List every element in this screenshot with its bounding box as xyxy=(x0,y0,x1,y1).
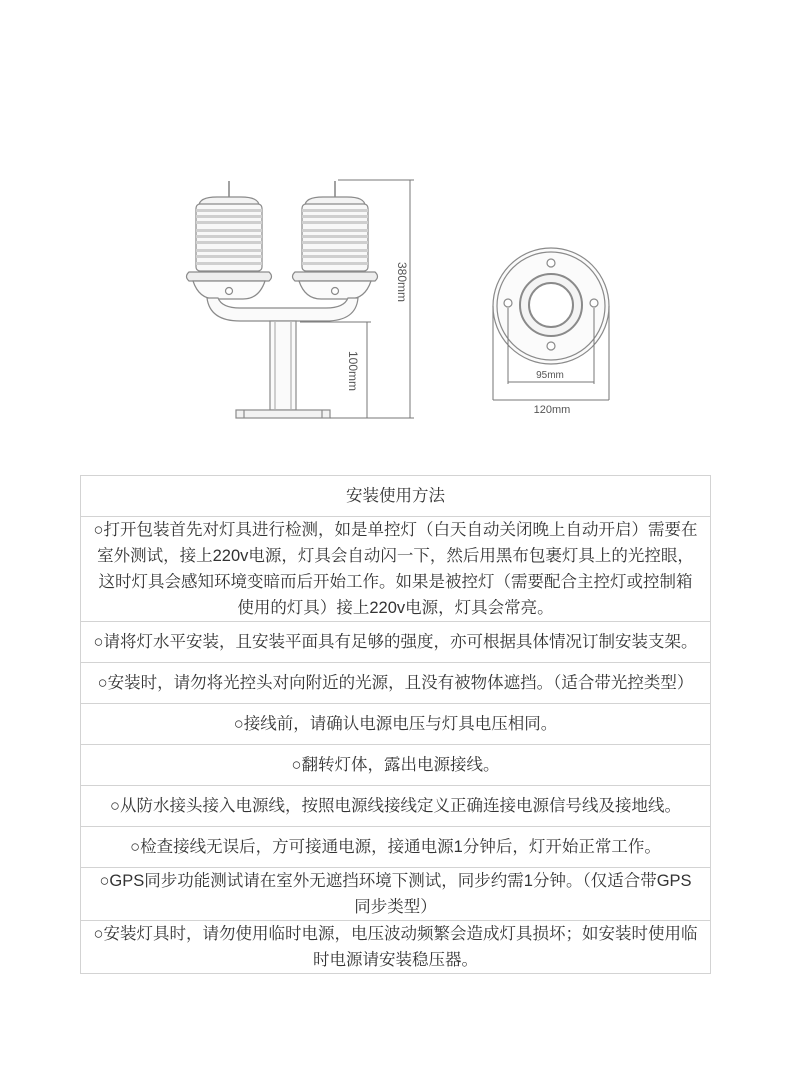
mounting-hole-right xyxy=(590,299,598,307)
table-row xyxy=(81,745,711,786)
mounting-hole-top xyxy=(547,259,555,267)
cable-gland xyxy=(332,288,339,295)
table-row xyxy=(81,868,711,921)
mounting-hole-bottom xyxy=(547,342,555,350)
instruction-cell: ○翻转灯体，露出电源接线。 xyxy=(81,745,711,786)
base-width-label: 120mm xyxy=(533,404,571,416)
pole-dimension-label: 100mm xyxy=(346,350,360,392)
lamp-flange xyxy=(187,272,272,281)
base-plate xyxy=(236,410,330,418)
right-lamp-head xyxy=(293,181,378,299)
lamp-flange xyxy=(293,272,378,281)
table-row xyxy=(81,622,711,663)
table-header-row xyxy=(81,476,711,517)
table-row xyxy=(81,517,711,622)
instruction-cell: ○安装时，请勿将光控头对向附近的光源，且没有被物体遮挡。（适合带光控类型） xyxy=(81,663,711,704)
instruction-cell: ○检查接线无误后，方可接通电源，接通电源1分钟后，灯开始正常工作。 xyxy=(81,827,711,868)
left-lamp-head xyxy=(187,181,272,299)
instruction-cell: ○安装灯具时，请勿使用临时电源，电压波动频繁会造成灯具损坏；如安装时使用临时电源请安装稳压器。 xyxy=(81,921,711,974)
instruction-cell: ○GPS同步功能测试请在室外无遮挡环境下测试，同步约需1分钟。（仅适合带GPS同步类型） xyxy=(81,868,711,921)
table-row xyxy=(81,921,711,974)
product-dimension-drawing xyxy=(0,0,790,440)
instruction-cell: ○接线前，请确认电源电压与灯具电压相同。 xyxy=(81,704,711,745)
table-row xyxy=(81,786,711,827)
table-title: 安装使用方法 xyxy=(81,476,711,517)
cable-gland xyxy=(226,288,233,295)
mounting-hole-left xyxy=(504,299,512,307)
instruction-cell: ○从防水接头接入电源线，按照电源线接线定义正确连接电源信号线及接地线。 xyxy=(81,786,711,827)
table-row xyxy=(81,827,711,868)
installation-instructions-table xyxy=(80,475,711,974)
lens-fins xyxy=(196,209,262,265)
table-row xyxy=(81,704,711,745)
instruction-cell: ○打开包装首先对灯具进行检测，如是单控灯（白天自动关闭晚上自动开启）需要在室外测试，接上220v电源，灯具会自动闪一下，然后用黑布包裹灯具上的光控眼，这时灯具会感知环境变暗而后开始工作。如果是被控灯（需要配合主控灯或控制箱使用的灯具）接上220v电源，灯具会常亮。 xyxy=(81,517,711,622)
hole-spacing-label: 95mm xyxy=(536,370,564,381)
lens-fins xyxy=(302,209,368,265)
height-dimension-label: 380mm xyxy=(395,261,409,303)
center-ring-inner xyxy=(529,283,573,327)
instruction-cell: ○请将灯水平安装，且安装平面具有足够的强度，亦可根据具体情况订制安装支架。 xyxy=(81,622,711,663)
y-bracket xyxy=(207,298,358,321)
front-view xyxy=(187,180,415,418)
support-pole xyxy=(270,321,296,410)
table-row xyxy=(81,663,711,704)
